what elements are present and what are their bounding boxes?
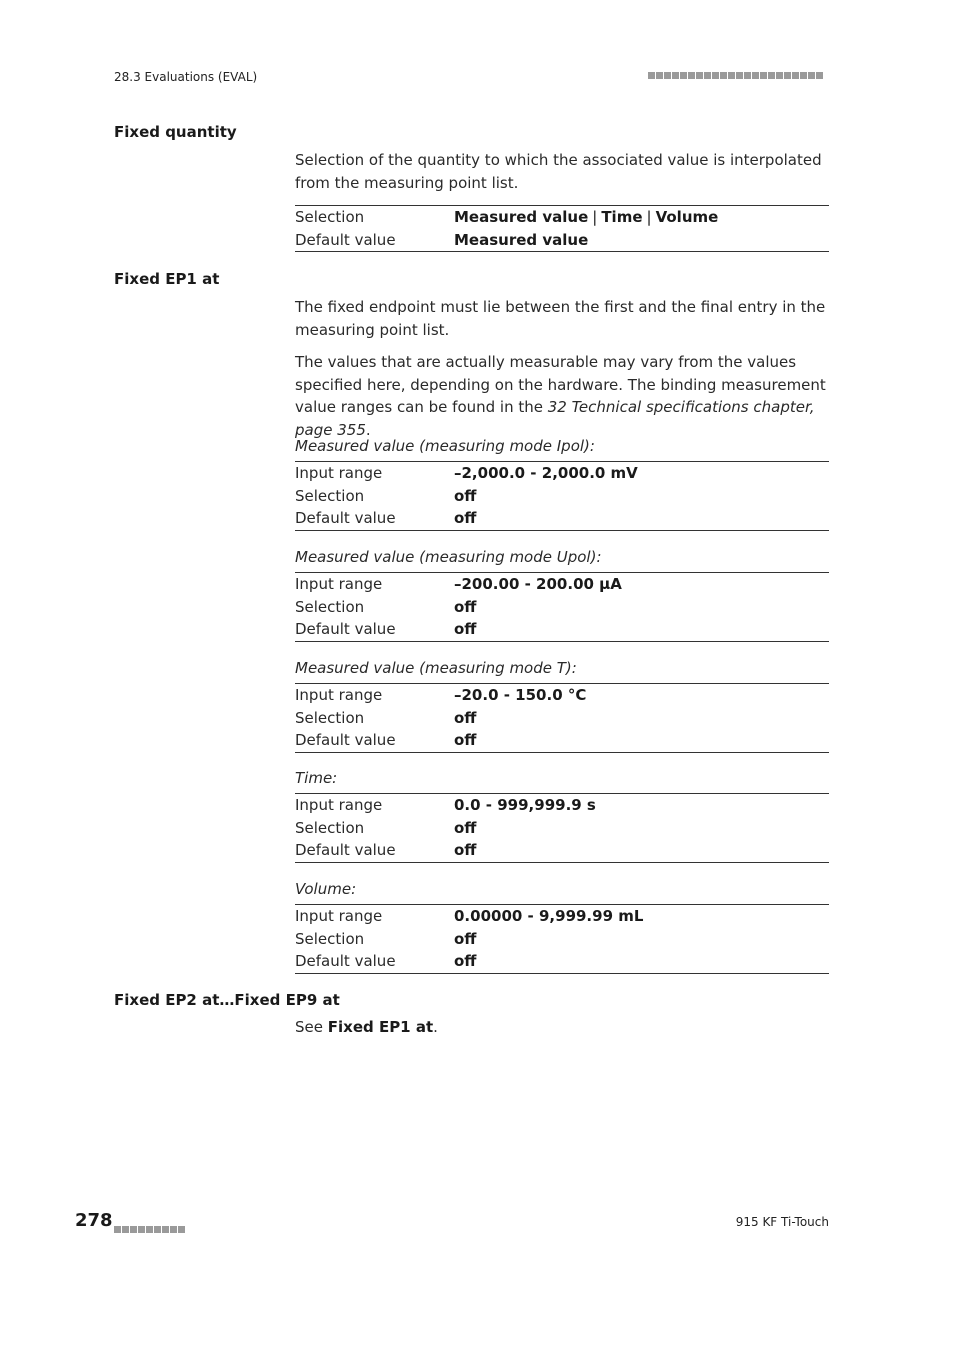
page-number: 278	[75, 1210, 113, 1231]
input-range-label: Input range	[295, 686, 383, 704]
selection-option: Volume	[655, 208, 719, 226]
range-table	[295, 572, 829, 642]
section-title-fixed-ep2-ep9: Fixed EP2 at…Fixed EP9 at	[114, 991, 340, 1009]
see-reference	[295, 1018, 438, 1036]
default-label: Default value	[295, 731, 396, 749]
range-table	[295, 461, 829, 531]
default-label: Default value	[295, 841, 396, 859]
input-range-label: Input range	[295, 796, 383, 814]
default-value: off	[454, 620, 477, 638]
default-label: Default value	[295, 952, 396, 970]
table-row	[295, 485, 829, 508]
fixed-ep1-paragraph-1: The fixed endpoint must lie between the first and the final entry in the measuring point list.	[295, 298, 826, 339]
block-caption: Measured value (measuring mode Ipol):	[295, 437, 595, 455]
fixed-quantity-table	[295, 205, 829, 252]
default-label: Default value	[295, 230, 396, 249]
input-range-label: Input range	[295, 907, 383, 925]
input-range-value: 0.0 - 999,999.9 s	[454, 796, 596, 814]
default-label: Default value	[295, 509, 396, 527]
table-row	[295, 618, 829, 641]
footer-decoration-dots	[114, 1218, 186, 1237]
table-row	[295, 839, 829, 862]
block-caption: Volume:	[295, 880, 357, 898]
paragraph-text: The values that are actually measurable may vary from the values specified here, depending on the hardware. The binding measurement value ranges can be found in the	[295, 353, 826, 416]
block-caption: Measured value (measuring mode T):	[295, 659, 577, 677]
input-range-label: Input range	[295, 575, 383, 593]
table-row	[295, 729, 829, 752]
selection-label: Selection	[295, 597, 365, 616]
table-row	[295, 206, 829, 229]
table-row	[295, 684, 829, 707]
table-row	[295, 573, 829, 596]
table-row	[295, 905, 829, 928]
see-suffix: .	[433, 1018, 438, 1036]
input-range-label: Input range	[295, 464, 383, 482]
selection-option: Measured value	[454, 208, 589, 226]
default-value: off	[454, 841, 477, 859]
block-caption: Measured value (measuring mode Upol):	[295, 548, 602, 566]
separator: |	[592, 208, 598, 226]
range-table	[295, 904, 829, 974]
section-title-fixed-quantity: Fixed quantity	[114, 123, 237, 141]
default-value: off	[454, 731, 477, 749]
default-label: Default value	[295, 620, 396, 638]
selection-label: Selection	[295, 929, 365, 948]
selection-label: Selection	[295, 486, 365, 505]
input-range-value: –2,000.0 - 2,000.0 mV	[454, 464, 638, 482]
table-row	[295, 707, 829, 730]
range-table	[295, 793, 829, 863]
table-row	[295, 507, 829, 530]
table-row	[295, 817, 829, 840]
selection-value: off	[454, 597, 477, 616]
range-table	[295, 683, 829, 753]
table-row	[295, 794, 829, 817]
default-value: off	[454, 952, 477, 970]
chapter-reference-link[interactable]: 32 Technical specifications chapter, page 355	[295, 398, 815, 439]
table-row	[295, 950, 829, 973]
selection-value: off	[454, 818, 477, 837]
selection-value: off	[454, 486, 477, 505]
see-reference-link[interactable]: Fixed EP1 at	[327, 1018, 434, 1036]
paragraph-text: .	[365, 420, 371, 439]
header-section-label: 28.3 Evaluations (EVAL)	[114, 70, 258, 84]
table-row	[295, 462, 829, 485]
header-decoration-dots	[648, 72, 824, 81]
footer-product-name: 915 KF Ti-Touch	[735, 1215, 829, 1229]
selection-label: Selection	[295, 708, 365, 727]
separator: |	[646, 208, 652, 226]
input-range-value: 0.00000 - 9,999.99 mL	[454, 907, 644, 925]
input-range-value: –20.0 - 150.0 °C	[454, 686, 587, 704]
fixed-ep1-paragraph-2	[295, 351, 831, 441]
fixed-quantity-description: Selection of the quantity to which the associated value is interpolated from the measuring point list.	[295, 151, 822, 192]
selection-label: Selection	[295, 818, 365, 837]
table-row	[295, 596, 829, 619]
table-row	[295, 928, 829, 951]
selection-value	[454, 206, 718, 229]
selection-option: Time	[601, 208, 643, 226]
default-value: Measured value	[454, 230, 589, 249]
block-caption: Time:	[295, 769, 338, 787]
input-range-value: –200.00 - 200.00 µA	[454, 575, 622, 593]
see-prefix: See	[295, 1018, 328, 1036]
selection-label: Selection	[295, 208, 365, 226]
selection-value: off	[454, 708, 477, 727]
table-row	[295, 229, 829, 252]
section-title-fixed-ep1: Fixed EP1 at	[114, 270, 220, 288]
selection-value: off	[454, 929, 477, 948]
default-value: off	[454, 509, 477, 527]
